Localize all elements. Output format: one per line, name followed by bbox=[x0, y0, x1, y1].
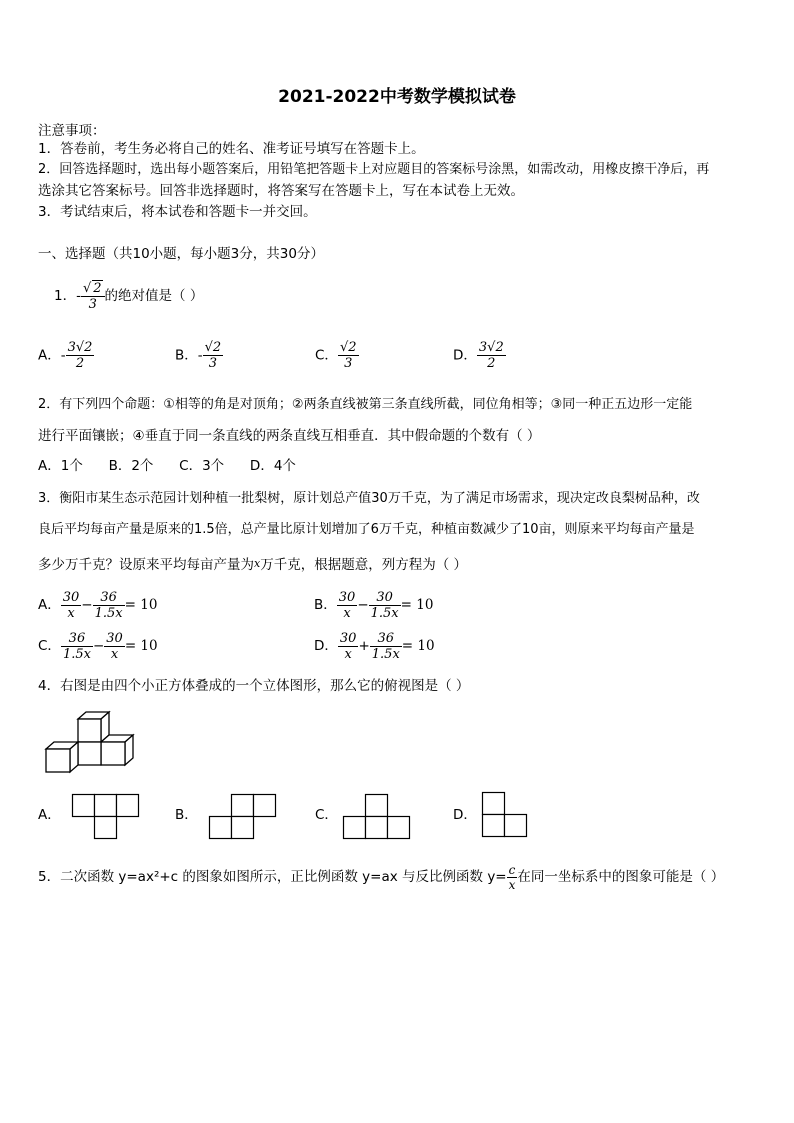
question-4: 4．右图是由四个小正方体叠成的一个立体图形，那么它的俯视图是（ ） bbox=[38, 678, 470, 694]
cube-stack-figure bbox=[40, 708, 140, 780]
q1-option-a[interactable]: A．- $\frac{3√2}{2}$ bbox=[38, 340, 93, 371]
q1-stem: 的绝对值是（ ） bbox=[104, 288, 204, 304]
q4-option-d-label[interactable]: D． bbox=[453, 807, 477, 823]
q1-fraction: $\frac{√ 2}{3}$ bbox=[81, 280, 105, 312]
question-3-line-3: 多少万千克？设原来平均每亩产量为x万千克，根据题意，列方程为（ ） bbox=[38, 557, 468, 573]
q1-option-d[interactable]: D． $\frac{3√2}{2}$ bbox=[453, 340, 504, 371]
notice-line-2a: 2．回答选择题时，选出每小题答案后，用铅笔把答题卡上对应题目的答案标号涂黑，如需改动，用橡皮擦干净后，再 bbox=[38, 162, 710, 177]
q4-option-b-label[interactable]: B． bbox=[175, 807, 198, 823]
q3-option-b[interactable]: B． $\frac{30}{x}$ − $\frac{30}{1.5x}$ = 10 bbox=[314, 589, 434, 621]
q1-prefix: 1．- bbox=[54, 288, 81, 304]
q1-option-c[interactable]: C． $\frac{√2}{3}$ bbox=[315, 340, 357, 371]
page-title: 2021-2022中考数学模拟试卷 bbox=[278, 87, 516, 107]
notice-line-1: 1．答卷前，考生务必将自己的姓名、准考证号填写在答题卡上。 bbox=[38, 141, 425, 157]
q3-option-a[interactable]: A． $\frac{30}{x}$ − $\frac{36}{1.5x}$ = 10 bbox=[38, 589, 158, 621]
notice-line-3: 3．考试结束后，将本试卷和答题卡一并交回。 bbox=[38, 204, 317, 220]
question-2-line-1: 2．有下列四个命题：①相等的角是对顶角；②两条直线被第三条直线所截，同位角相等；③同一种正五边形一定能 bbox=[38, 397, 693, 412]
q4-option-a-label[interactable]: A． bbox=[38, 807, 61, 823]
question-3-line-2: 良后平均每亩产量是原来的1.5倍，总产量比原计划增加了6万千克，种植亩数减少了10亩，则原来平均每亩产量是 bbox=[38, 522, 695, 537]
q3-option-c[interactable]: C． $\frac{36}{1.5x}$ − $\frac{30}{x}$ = 10 bbox=[38, 630, 158, 662]
q4-option-a-shape[interactable] bbox=[72, 794, 140, 840]
notice-line-2b: 选涂其它答案标号。回答非选择题时，将答案写在答题卡上，写在本试卷上无效。 bbox=[38, 183, 524, 199]
question-2-line-2: 进行平面镶嵌；④垂直于同一条直线的两条直线互相垂直．其中假命题的个数有（ ） bbox=[38, 428, 541, 444]
question-5: 5．二次函数 y=ax²+c 的图象如图所示，正比例函数 y=ax 与反比例函数 y= $\frac{c}{x}$ 在同一坐标系中的图象可能是（ ） bbox=[38, 862, 725, 892]
q4-option-c-shape[interactable] bbox=[343, 794, 411, 840]
question-3-line-1: 3．衡阳市某生态示范园计划种植一批梨树，原计划总产值30万千克，为了满足市场需求，现决定改良梨树品种，改 bbox=[38, 491, 700, 506]
q2-options[interactable]: A．1个 B．2个 C．3个 D．4个 bbox=[38, 458, 296, 474]
section-heading: 一、选择题（共10小题，每小题3分，共30分） bbox=[38, 246, 324, 262]
question-1 bbox=[54, 280, 203, 312]
q4-option-d-shape[interactable] bbox=[482, 792, 530, 838]
q1-option-b[interactable]: B．- $\frac{√2}{3}$ bbox=[175, 340, 222, 371]
q4-option-c-label[interactable]: C． bbox=[315, 807, 338, 823]
q4-option-b-shape[interactable] bbox=[209, 794, 277, 840]
notice-heading: 注意事项： bbox=[38, 123, 106, 139]
q3-option-d[interactable]: D． $\frac{30}{x}$ + $\frac{36}{1.5x}$ = 10 bbox=[314, 630, 435, 662]
